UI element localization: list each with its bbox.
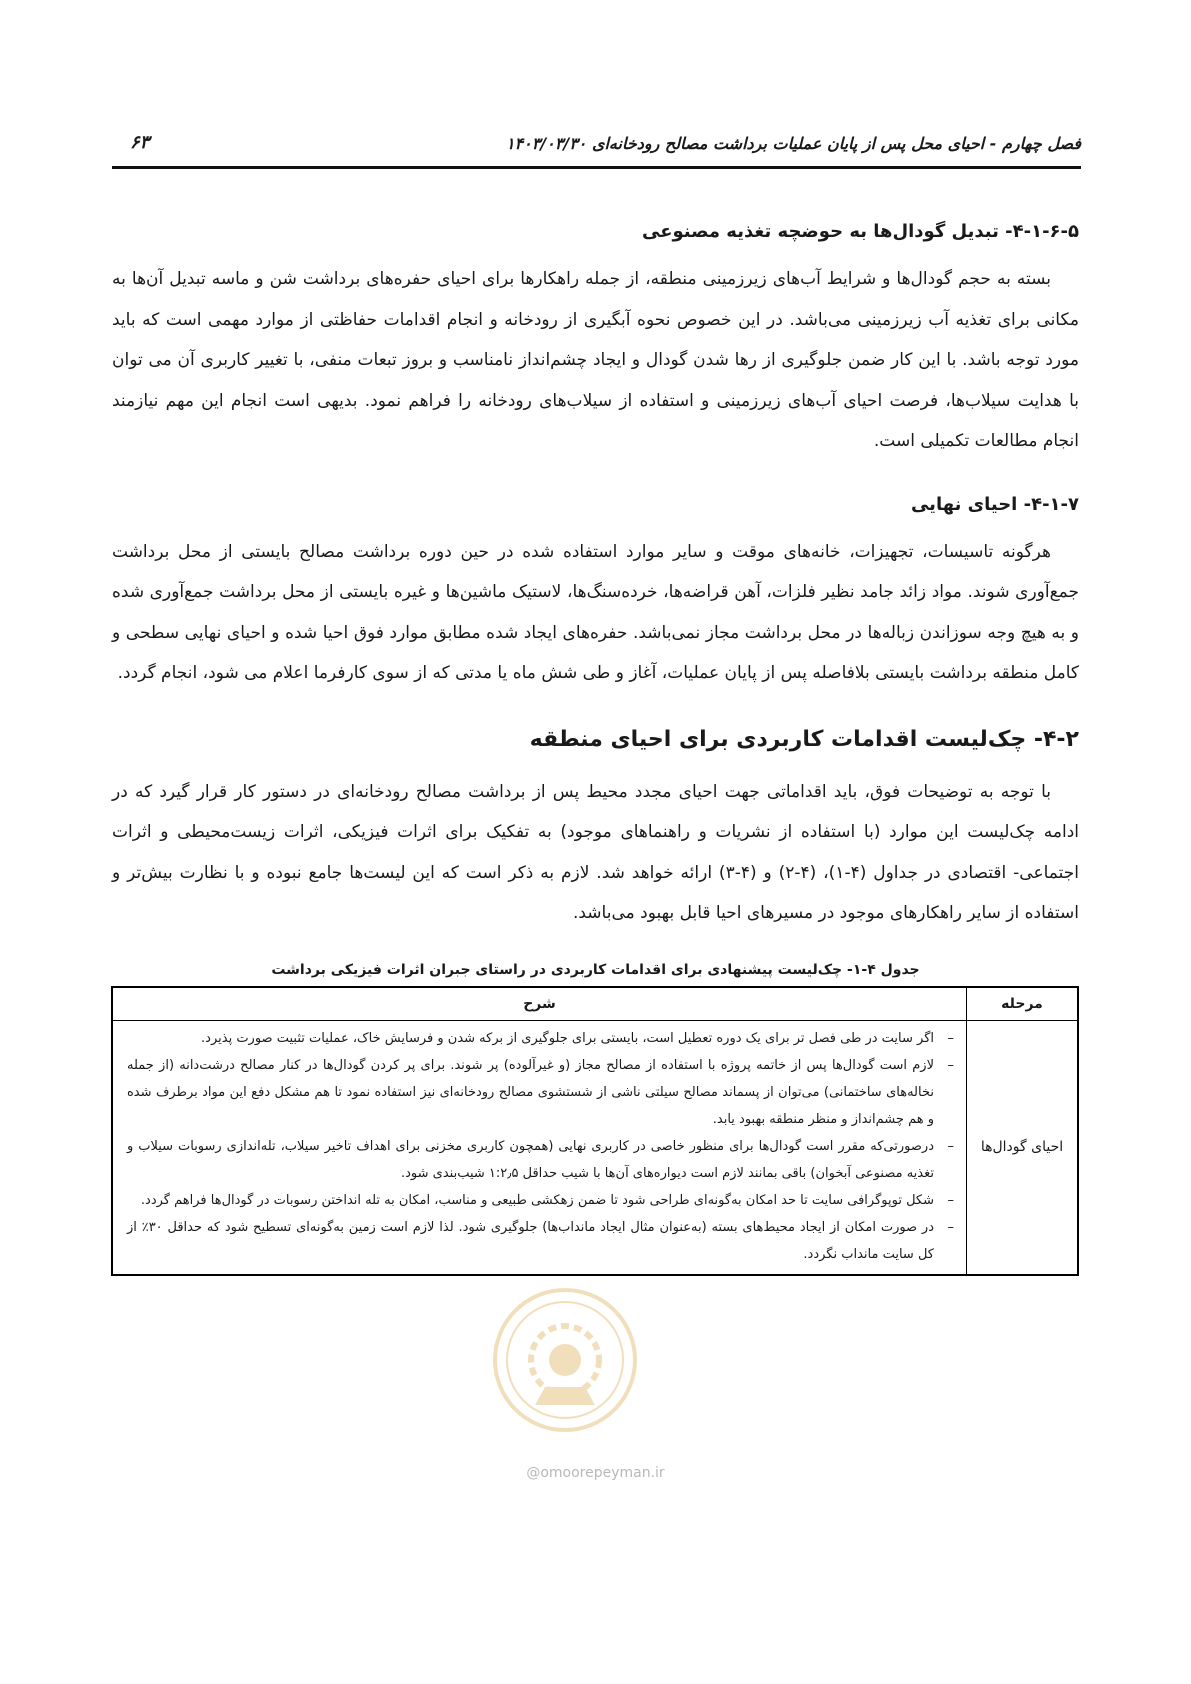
section-heading-4-1-6-5: ۴-۱-۶-۵- تبدیل گودال‌ها به حوضچه تغذیه مصنوعی: [641, 221, 1079, 242]
page-header: [112, 132, 1081, 169]
list-item: – شکل توپوگرافی سایت تا حد امکان به‌گونه‌ای طراحی شود تا ضمن زهکشی طبیعی و مناسب، امکان به تله انداختن رسوبات در گودال‌ها فراهم گردد.: [127, 1187, 956, 1214]
list-item: – درصورتی‌که مقرر است گودال‌ها برای منظور خاصی در کاربری نهایی (همچون کاربری مخزنی برای اهداف تاخیر سیلاب، تله‌اندازی رسوبات سیلاب و تغذیه مصنوعی آبخوان) باقی بمانند لازم است دیواره‌های آن‌ها با شیب حداقل ۱:۲٫۵ شیب‌بندی شود.: [127, 1133, 956, 1187]
table-caption: جدول ۴-۱- چک‌لیست پیشنهادی برای اقدامات کاربردی در راستای جبران اثرات فیزیکی برداشت: [271, 961, 920, 978]
section-heading-4-2: ۴-۲- چک‌لیست اقدامات کاربردی برای احیای منطقه: [529, 726, 1079, 752]
description-cell: [112, 1020, 967, 1275]
table-row: [112, 1020, 1078, 1275]
section-paragraph-4-1-7: هرگونه تاسیسات، تجهیزات، خانه‌های موقت و سایر موارد استفاده شده در حین دوره برداشت مصالح بایستی از محل برداشت جمع‌آوری شوند. مواد زائد جامد نظیر فلزات، آهن قراضه‌ها، خرده‌سنگ‌ها، لاستیک ماشین‌ها و غیره بایستی از محل برداشت جمع‌آوری شده و به هیچ وجه سوزاندن زباله‌ها در محل برداشت مجاز نمی‌باشد. حفره‌های ایجاد شده مطابق موارد فوق احیا شده و احیای نهایی سطحی و کامل منطقه برداشت بایستی بلافاصله پس از پایان عملیات، آغاز و طی شش ماه یا مدتی که از سوی کارفرما اعلام می شود، انجام گردد.: [112, 541, 1079, 683]
watermark-seal-icon: [490, 1285, 640, 1435]
description-list: [127, 1025, 956, 1268]
list-item: – در صورت امکان از ایجاد محیط‌های بسته (به‌عنوان مثال ایجاد مانداب‌ها) جلوگیری شود. لذا لازم است زمین به‌گونه‌ای تسطیح شود که حداقل ۳۰٪ از کل سایت مانداب نگردد.: [127, 1214, 956, 1268]
stage-cell: احیای گودال‌ها: [967, 1020, 1079, 1275]
page-number: ۶۳: [130, 132, 150, 153]
section-paragraph-4-2: با توجه به توضیحات فوق، باید اقداماتی جهت احیای مجدد محیط پس از برداشت مصالح رودخانه‌ای در دستور کار قرار گیرد که در ادامه چک‌لیست این موارد (با استفاده از نشریات و راهنماهای موجود) به تفکیک برای اثرات فیزیکی، اثرات زیست‌محیطی و اثرات اجتماعی- اقتصادی در جداول (۴-۱)، (۴-۲) و (۴-۳) ارائه خواهد شد. لازم به ذکر است که این لیست‌ها جامع نبوده و با نظارت بیش‌تر و استفاده از سایر راهکارهای موجود در مسیرهای احیا قابل بهبود می‌باشد.: [112, 781, 1079, 923]
section-paragraph-4-1-6-5: بسته به حجم گودال‌ها و شرایط آب‌های زیرزمینی منطقه، از جمله راهکارها برای احیای حفره‌های برداشت شن و ماسه تبدیل آن‌ها به مکانی برای تغذیه آب زیرزمینی می‌باشد. در این خصوص نحوه آبگیری از رودخانه و انجام اقدامات حفاظتی از موارد مهمی است که باید مورد توجه باشد. با این کار ضمن جلوگیری از رها شدن گودال و ایجاد چشم‌انداز نامناسب و بروز تبعات منفی، با تغییر کاربری آن می توان با هدایت سیلاب‌ها، فرصت احیای آب‌های زیرزمینی و استفاده از سیلاب‌های رودخانه را فراهم نمود. بدیهی است انجام این مهم نیازمند انجام مطالعات تکمیلی است.: [112, 269, 1079, 451]
column-header-stage: مرحله: [967, 987, 1079, 1021]
checklist-table: [111, 986, 1079, 1276]
list-item: – لازم است گودال‌ها پس از خاتمه پروژه با استفاده از مصالح مجاز (و غیرآلوده) پر شوند. برای پر کردن گودال‌ها در کنار مصالح درشت‌دانه (از جمله نخاله‌های ساختمانی) می‌توان از پسماند مصالح سیلتی ناشی از شستشوی مصالح رودخانه‌ای نیز استفاده نمود تا هم مشکل دفع این مواد برطرف شده و هم چشم‌انداز و منظر منطقه بهبود یابد.: [127, 1052, 956, 1133]
page-content: [112, 215, 1079, 1276]
section-heading-4-1-7: ۴-۱-۷- احیای نهایی: [910, 493, 1079, 515]
table-header-row: [112, 987, 1078, 1021]
list-item: – اگر سایت در طی فصل تر برای یک دوره تعطیل است، بایستی برای جلوگیری از برکه شدن و فرسایش خاک، عملیات تثبیت صورت پذیرد.: [127, 1025, 956, 1052]
header-title: فصل چهارم - احیای محل پس از پایان عملیات برداشت مصالح رودخانه‌ای ۱۴۰۳/۰۳/۳۰: [505, 134, 1081, 153]
column-header-description: شرح: [112, 987, 967, 1021]
watermark-text: @omoorepeyman.ir: [526, 1465, 665, 1481]
